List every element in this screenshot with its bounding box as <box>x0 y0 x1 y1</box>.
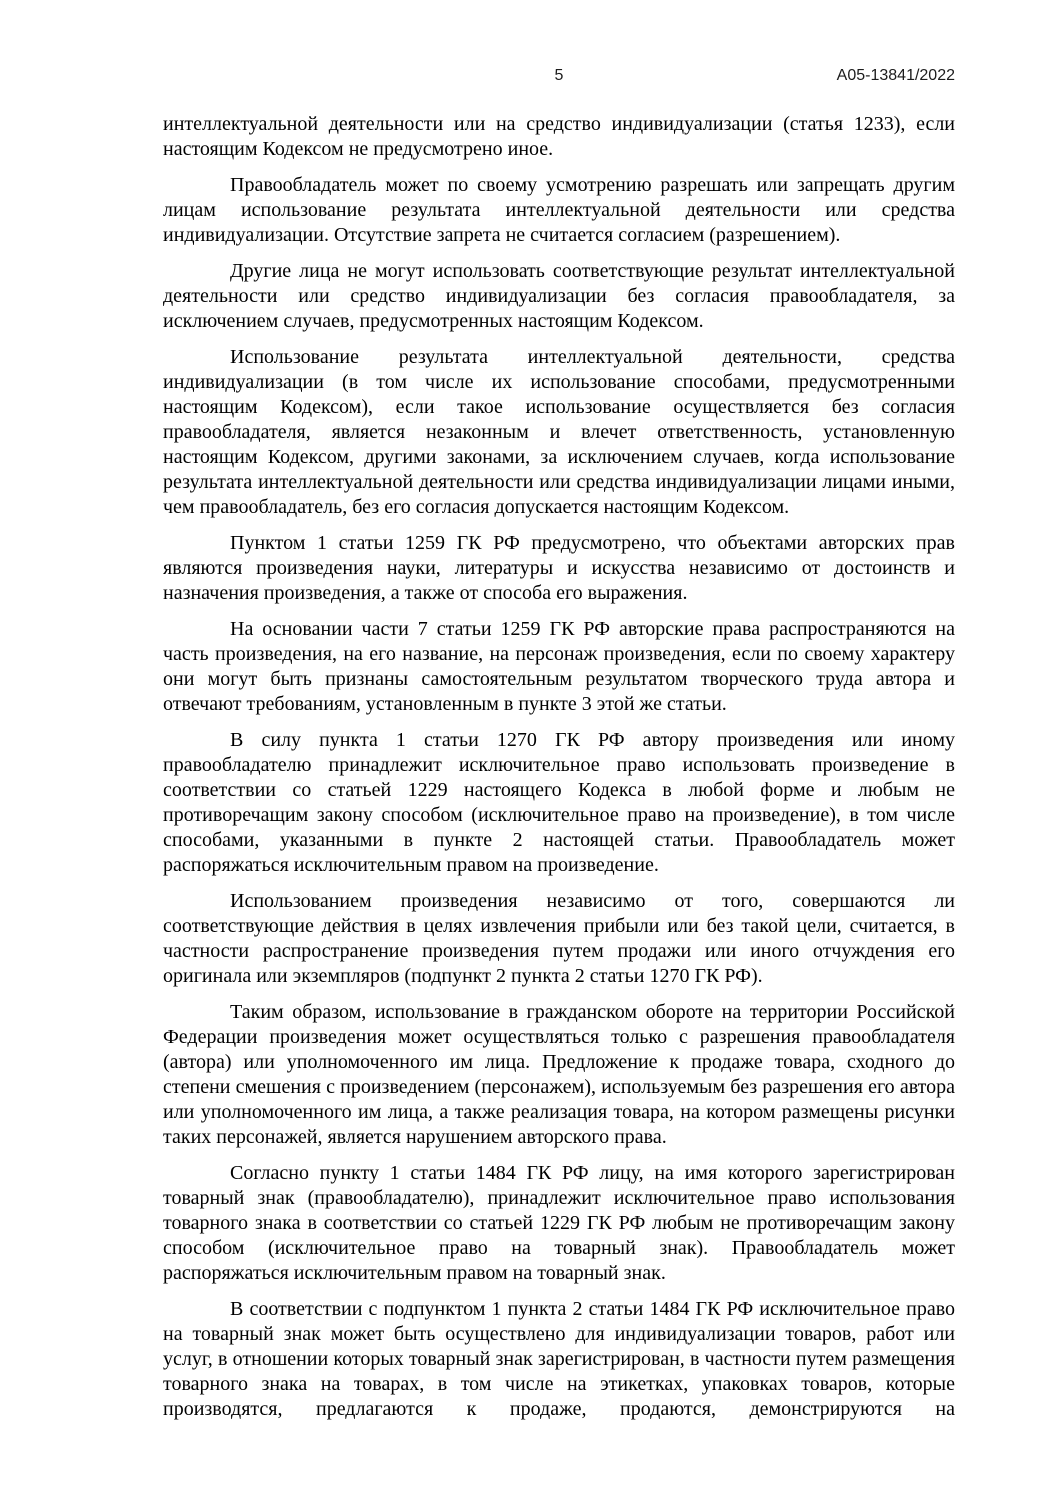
page-number: 5 <box>554 67 564 84</box>
paragraph: В силу пункта 1 статьи 1270 ГК РФ автору произведения или иному правообладателю принадлежит исключительное право использовать произведение в соответствии со статьей 1229 настоящего Кодекса в любой форме и любым не противоречащим закону способом (исключительное право на произведение), в том числе способами, указанными в пункте 2 настоящей статьи. Правообладатель может распоряжаться исключительным правом на произведение. <box>163 729 955 876</box>
case-number: А05-13841/2022 <box>836 67 955 84</box>
document-body <box>163 112 955 1422</box>
paragraph: Согласно пункту 1 статьи 1484 ГК РФ лицу, на имя которого зарегистрирован товарный знак (правообладателю), принадлежит исключительное право использования товарного знака в соответствии со статьей 1229 ГК РФ любым не противоречащим закону способом (исключительное право на товарный знак). Правообладатель может распоряжаться исключительным правом на товарный знак. <box>163 1162 955 1284</box>
paragraph: На основании части 7 статьи 1259 ГК РФ авторские права распространяются на часть произведения, на его название, на персонаж произведения, если по своему характеру они могут быть признаны самостоятельным результатом творческого труда автора и отвечают требованиям, установленным в пункте 3 этой же статьи. <box>163 618 955 715</box>
paragraph: Пунктом 1 статьи 1259 ГК РФ предусмотрено, что объектами авторских прав являются произведения науки, литературы и искусства независимо от достоинств и назначения произведения, а также от способа его выражения. <box>163 532 955 604</box>
paragraph-incomplete: В соответствии с подпунктом 1 пункта 2 статьи 1484 ГК РФ исключительное право на товарный знак может быть осуществлено для индивидуализации товаров, работ или услуг, в отношении которых товарный знак зарегистрирован, в частности путем размещения товарного знака на товарах, в том числе на этикетках, упаковках товаров, которые производятся, предлагаются к продаже, продаются, демонстрируются на <box>163 1298 955 1420</box>
paragraph-continuation: интеллектуальной деятельности или на средство индивидуализации (статья 1233), если настоящим Кодексом не предусмотрено иное. <box>163 113 955 160</box>
paragraph: Правообладатель может по своему усмотрению разрешать или запрещать другим лицам использование результата интеллектуальной деятельности или средства индивидуализации. Отсутствие запрета не считается согласием (разрешением). <box>163 174 955 246</box>
paragraph: Другие лица не могут использовать соответствующие результат интеллектуальной деятельности или средство индивидуализации без согласия правообладателя, за исключением случаев, предусмотренных настоящим Кодексом. <box>163 260 955 332</box>
paragraph: Использованием произведения независимо от того, совершаются ли соответствующие действия в целях извлечения прибыли или без такой цели, считается, в частности распространение произведения путем продажи или иного отчуждения его оригинала или экземпляров (подпункт 2 пункта 2 статьи 1270 ГК РФ). <box>163 890 955 987</box>
paragraph: Таким образом, использование в гражданском обороте на территории Российской Федерации произведения может осуществляться только с разрешения правообладателя (автора) или уполномоченного им лица. Предложение к продаже товара, сходного до степени смешения с произведением (персонажем), используемым без разрешения его автора или уполномоченного им лица, а также реализация товара, на котором размещены рисунки таких персонажей, является нарушением авторского права. <box>163 1001 955 1148</box>
page-header <box>163 66 955 86</box>
paragraph: Использование результата интеллектуальной деятельности, средства индивидуализации (в том числе их использование способами, предусмотренными настоящим Кодексом), если такое использование осуществляется без согласия правообладателя, является незаконным и влечет ответственность, установленную настоящим Кодексом, другими законами, за исключением случаев, когда использование результата интеллектуальной деятельности или средства индивидуализации лицами иными, чем правообладатель, без его согласия допускается настоящим Кодексом. <box>163 346 955 518</box>
